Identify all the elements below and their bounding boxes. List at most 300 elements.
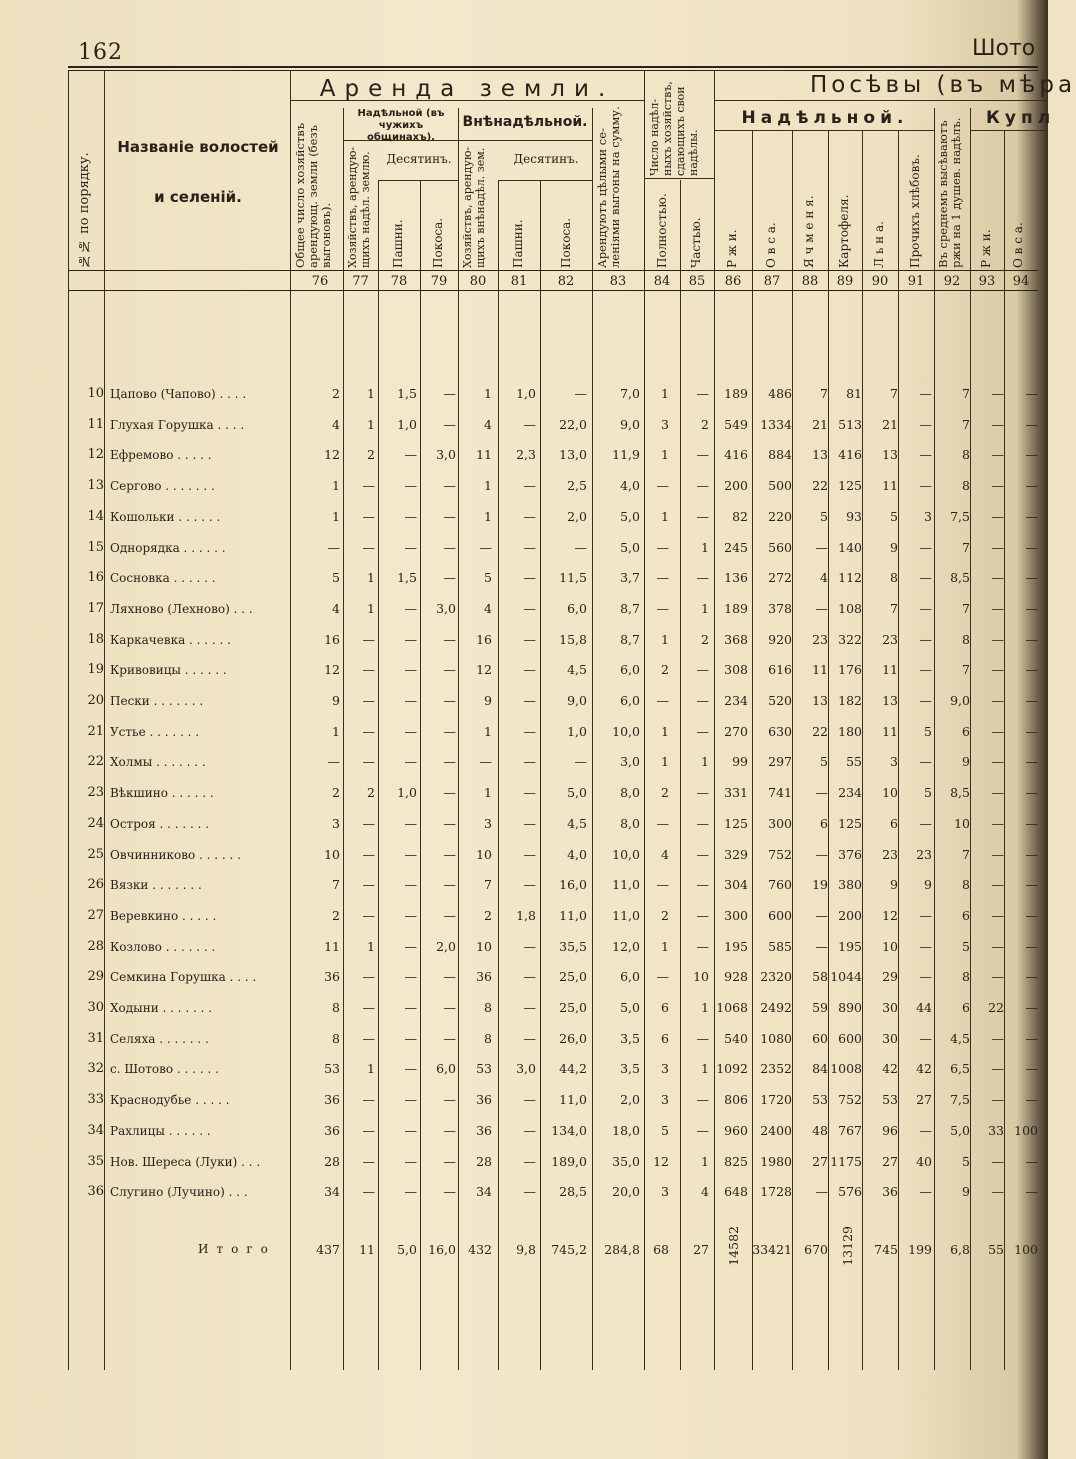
cell-col-85: 1 bbox=[701, 600, 709, 616]
total-col-80: 432 bbox=[468, 1242, 492, 1257]
cell-col-92: 9 bbox=[962, 754, 970, 770]
cell-col-80: 5 bbox=[484, 570, 492, 586]
row-number: 17 bbox=[87, 600, 104, 616]
cell-col-80: 34 bbox=[476, 1184, 492, 1200]
cell-col-93: — bbox=[991, 938, 1004, 954]
cell-col-91: 44 bbox=[916, 1000, 932, 1015]
cell-col-80: 7 bbox=[484, 877, 492, 893]
total-col-78: 5,0 bbox=[397, 1242, 417, 1257]
cell-col-77: — bbox=[362, 1184, 375, 1200]
cell-col-89: 416 bbox=[838, 447, 862, 463]
cell-col-94: — bbox=[1025, 938, 1038, 954]
cell-col-79: — bbox=[443, 907, 456, 923]
cell-col-89: 380 bbox=[838, 877, 862, 893]
cell-col-83: 11,0 bbox=[612, 877, 640, 893]
cell-col-88: 13 bbox=[812, 693, 828, 708]
cell-col-85: — bbox=[696, 723, 709, 739]
cell-col-76: 12 bbox=[324, 662, 340, 678]
cell-col-86: 234 bbox=[724, 693, 748, 708]
cell-col-79: 6,0 bbox=[436, 1061, 456, 1077]
cell-col-83: 3,5 bbox=[620, 1030, 640, 1046]
row-number: 14 bbox=[87, 508, 104, 524]
cell-col-93: — bbox=[991, 600, 1004, 616]
cell-col-85: 1 bbox=[701, 754, 709, 770]
cell-col-92: 9,0 bbox=[950, 693, 970, 708]
cell-col-93: — bbox=[991, 693, 1004, 708]
cell-col-93: — bbox=[991, 539, 1004, 555]
cell-col-87: 2492 bbox=[760, 1000, 792, 1015]
col-94-header: О в с а. bbox=[1011, 222, 1025, 268]
cell-col-80: — bbox=[479, 754, 492, 770]
cell-col-92: 10 bbox=[954, 815, 970, 831]
cell-col-76: 28 bbox=[324, 1153, 340, 1169]
cell-col-82: 4,5 bbox=[567, 662, 587, 678]
cell-col-85: — bbox=[696, 447, 709, 463]
cell-col-84: 3 bbox=[661, 1184, 669, 1200]
row-number: 16 bbox=[87, 570, 104, 586]
cell-col-87: 2352 bbox=[760, 1061, 792, 1077]
cell-col-87: 1080 bbox=[760, 1030, 792, 1046]
cell-col-82: 44,2 bbox=[559, 1061, 587, 1077]
cell-col-94: — bbox=[1025, 1000, 1038, 1015]
table-row bbox=[68, 1086, 1038, 1116]
cell-col-81: — bbox=[523, 938, 536, 954]
cell-col-91: — bbox=[919, 416, 932, 432]
row-number: 23 bbox=[87, 785, 104, 801]
cell-col-89: 513 bbox=[838, 416, 862, 432]
cell-col-87: 297 bbox=[768, 754, 792, 770]
total-col-76: 437 bbox=[316, 1242, 340, 1257]
cell-col-76: 34 bbox=[324, 1184, 340, 1200]
cell-col-85: 2 bbox=[701, 631, 709, 647]
cell-col-91: — bbox=[919, 386, 932, 401]
settlement-name: Рахлицы . . . . . . bbox=[110, 1123, 211, 1138]
cell-col-87: 884 bbox=[768, 447, 792, 463]
row-number: 10 bbox=[87, 386, 104, 401]
cell-col-91: 3 bbox=[924, 508, 932, 524]
col-77-header: Хозяйствъ, арендую- щихъ надѣл. землю. bbox=[346, 146, 372, 268]
cell-col-77: — bbox=[362, 907, 375, 923]
row-number: 30 bbox=[87, 1000, 104, 1015]
table-row bbox=[68, 871, 1038, 901]
cell-col-80: 36 bbox=[476, 1122, 492, 1138]
settlement-name: Ефремово . . . . . bbox=[110, 448, 212, 463]
cell-col-94: — bbox=[1025, 877, 1038, 893]
cell-col-77: — bbox=[362, 1153, 375, 1169]
col-78-header: Пашни. bbox=[391, 219, 405, 268]
total-col-94: 100 bbox=[1014, 1242, 1038, 1257]
column-number: 78 bbox=[390, 274, 408, 289]
cell-col-86: 549 bbox=[724, 416, 748, 432]
cell-col-84: 6 bbox=[661, 1000, 669, 1015]
cell-col-82: 28,5 bbox=[559, 1184, 587, 1200]
cell-col-77: — bbox=[362, 508, 375, 524]
cell-col-88: — bbox=[815, 938, 828, 954]
settlement-name: Козлово . . . . . . . bbox=[110, 939, 216, 954]
total-col-92: 6,8 bbox=[950, 1242, 970, 1257]
column-number: 83 bbox=[609, 274, 627, 289]
settlement-name: Овчинниково . . . . . . bbox=[110, 847, 241, 862]
col-93-header: Р ж и. bbox=[979, 229, 993, 268]
cell-col-77: 1 bbox=[367, 570, 375, 586]
cell-col-82: 4,5 bbox=[567, 815, 587, 831]
col-84-85-group-header: Число надѣл- ныхъ хозяйствъ, сдающихъ свои надѣлы. bbox=[648, 81, 700, 176]
table-row bbox=[68, 564, 1038, 594]
cell-col-93: — bbox=[991, 815, 1004, 831]
row-number: 28 bbox=[87, 938, 104, 954]
cell-col-79: — bbox=[443, 416, 456, 432]
cell-col-76: 1 bbox=[332, 478, 340, 494]
cell-col-88: 22 bbox=[812, 478, 828, 494]
cell-col-91: — bbox=[919, 1184, 932, 1200]
cell-col-90: 9 bbox=[890, 877, 898, 893]
row-number: 12 bbox=[87, 447, 104, 463]
cell-col-78: 1,0 bbox=[397, 785, 417, 801]
cell-col-90: 27 bbox=[882, 1153, 898, 1169]
cell-col-85: — bbox=[696, 693, 709, 708]
cell-col-89: 1008 bbox=[830, 1061, 862, 1077]
cell-col-78: — bbox=[404, 447, 417, 463]
cell-col-78: — bbox=[404, 662, 417, 678]
col-76-header: Общее число хозяйствъ арендующ. земли (безъ выгоновъ). bbox=[293, 122, 333, 268]
cell-col-85: 1 bbox=[701, 539, 709, 555]
cell-col-87: 752 bbox=[768, 846, 792, 862]
cell-col-91: — bbox=[919, 447, 932, 463]
cell-col-82: 35,5 bbox=[559, 938, 587, 954]
cell-col-76: 36 bbox=[324, 969, 340, 985]
table-row bbox=[68, 411, 1038, 441]
cell-col-85: — bbox=[696, 478, 709, 494]
cell-col-91: — bbox=[919, 662, 932, 678]
cell-col-83: 20,0 bbox=[612, 1184, 640, 1200]
cell-col-87: 378 bbox=[768, 600, 792, 616]
cell-col-92: 9 bbox=[962, 1184, 970, 1200]
cell-col-77: — bbox=[362, 478, 375, 494]
cell-col-76: 12 bbox=[324, 447, 340, 463]
cell-col-90: 7 bbox=[890, 600, 898, 616]
cell-col-80: 1 bbox=[484, 478, 492, 494]
names-header-line2: и селеній. bbox=[154, 188, 242, 206]
cell-col-82: 15,8 bbox=[559, 631, 587, 647]
cell-col-78: — bbox=[404, 938, 417, 954]
cell-col-89: 195 bbox=[838, 938, 862, 954]
settlement-name: Нов. Шереса (Луки) . . . bbox=[110, 1154, 261, 1169]
cell-col-89: 234 bbox=[838, 785, 862, 801]
cell-col-92: 8 bbox=[962, 877, 970, 893]
cell-col-90: 7 bbox=[890, 386, 898, 401]
cell-col-76: 4 bbox=[332, 416, 340, 432]
cell-col-78: — bbox=[404, 969, 417, 985]
cell-col-93: — bbox=[991, 1030, 1004, 1046]
settlement-name: Цапово (Чапово) . . . . bbox=[110, 387, 247, 401]
cell-col-93: — bbox=[991, 907, 1004, 923]
cell-col-86: 308 bbox=[724, 662, 748, 678]
cell-col-90: 8 bbox=[890, 570, 898, 586]
cell-col-77: — bbox=[362, 969, 375, 985]
cell-col-76: 1 bbox=[332, 723, 340, 739]
cell-col-93: — bbox=[991, 785, 1004, 801]
cell-col-91: 42 bbox=[916, 1061, 932, 1077]
cell-col-83: 11,9 bbox=[612, 447, 640, 463]
cell-col-87: 520 bbox=[768, 693, 792, 708]
cell-col-78: — bbox=[404, 1061, 417, 1077]
nadelnoy-chuzh-header: Надѣльной (въ чужихъ общинахъ). bbox=[357, 108, 445, 143]
cell-col-84: 2 bbox=[661, 785, 669, 801]
settlement-name: Селяха . . . . . . . bbox=[110, 1031, 209, 1046]
settlement-name: Вязки . . . . . . . bbox=[110, 878, 202, 893]
cell-col-83: 8,7 bbox=[620, 631, 640, 647]
cell-col-79: — bbox=[443, 662, 456, 678]
cell-col-94: — bbox=[1025, 600, 1038, 616]
cell-col-83: 5,0 bbox=[620, 1000, 640, 1015]
cell-col-83: 4,0 bbox=[620, 478, 640, 494]
row-number: 27 bbox=[87, 907, 104, 923]
cell-col-76: — bbox=[327, 539, 340, 555]
cell-col-81: — bbox=[523, 723, 536, 739]
row-number: 13 bbox=[87, 478, 104, 494]
kupl-header: Купл bbox=[986, 108, 1056, 128]
row-number: 21 bbox=[87, 723, 104, 739]
cell-col-93: — bbox=[991, 570, 1004, 586]
total-col-84: 68 bbox=[653, 1242, 669, 1257]
settlement-name: Однорядка . . . . . . bbox=[110, 540, 226, 555]
cell-col-93: — bbox=[991, 1061, 1004, 1077]
cell-col-89: 112 bbox=[838, 570, 862, 586]
total-col-91: 199 bbox=[908, 1242, 932, 1257]
cell-col-86: 540 bbox=[724, 1030, 748, 1046]
cell-col-92: 7,5 bbox=[950, 1092, 970, 1108]
cell-col-82: 1,0 bbox=[567, 723, 587, 739]
cell-col-77: — bbox=[362, 1030, 375, 1046]
cell-col-83: 8,7 bbox=[620, 600, 640, 616]
cell-col-79: — bbox=[443, 1030, 456, 1046]
cell-col-93: — bbox=[991, 631, 1004, 647]
cell-col-81: — bbox=[523, 1092, 536, 1108]
cell-col-81: — bbox=[523, 693, 536, 708]
column-number: 77 bbox=[352, 274, 369, 289]
cell-col-93: — bbox=[991, 662, 1004, 678]
cell-col-87: 600 bbox=[768, 907, 792, 923]
column-number-rule bbox=[68, 290, 1038, 291]
cell-col-80: 11 bbox=[476, 447, 492, 463]
cell-col-88: — bbox=[815, 1184, 828, 1200]
cell-col-84: 12 bbox=[653, 1153, 669, 1169]
cell-col-80: 1 bbox=[484, 508, 492, 524]
nadelnoy-header: Надѣльной. bbox=[741, 108, 909, 128]
cell-col-78: — bbox=[404, 815, 417, 831]
cell-col-94: — bbox=[1025, 386, 1038, 401]
cell-col-88: 5 bbox=[820, 508, 828, 524]
cell-col-78: — bbox=[404, 1000, 417, 1015]
total-col-77: 11 bbox=[359, 1242, 375, 1257]
cell-col-85: — bbox=[696, 877, 709, 893]
cell-col-91: 5 bbox=[924, 785, 932, 801]
cell-col-80: 10 bbox=[476, 846, 492, 862]
cell-col-80: 12 bbox=[476, 662, 492, 678]
cell-col-94: — bbox=[1025, 907, 1038, 923]
settlement-name: Вѣкшино . . . . . . bbox=[110, 786, 214, 801]
cell-col-93: 33 bbox=[988, 1122, 1004, 1138]
settlement-name: Семкина Горушка . . . . bbox=[110, 970, 257, 985]
cell-col-83: 7,0 bbox=[620, 386, 640, 401]
cell-col-78: 1,5 bbox=[397, 386, 417, 401]
cell-col-78: — bbox=[404, 478, 417, 494]
cell-col-83: 8,0 bbox=[620, 815, 640, 831]
total-col-89: 13129 bbox=[840, 1226, 855, 1266]
cell-col-90: 29 bbox=[882, 969, 898, 985]
column-number: 91 bbox=[907, 274, 925, 289]
cell-col-82: 11,0 bbox=[559, 907, 587, 923]
cell-col-89: 125 bbox=[838, 478, 862, 494]
cell-col-82: 25,0 bbox=[559, 1000, 587, 1015]
cell-col-94: — bbox=[1025, 723, 1038, 739]
cell-col-82: 189,0 bbox=[551, 1153, 587, 1169]
cell-col-85: — bbox=[696, 785, 709, 801]
column-number: 85 bbox=[688, 274, 706, 289]
row-number: 34 bbox=[87, 1122, 104, 1138]
col-84-header: Полностью. bbox=[655, 193, 669, 268]
cell-col-81: — bbox=[523, 815, 536, 831]
cell-col-90: 30 bbox=[882, 1030, 898, 1046]
cell-col-94: — bbox=[1025, 693, 1038, 708]
cell-col-92: 6 bbox=[962, 907, 970, 923]
cell-col-80: 10 bbox=[476, 938, 492, 954]
row-number: 11 bbox=[87, 416, 104, 432]
cell-col-81: 2,3 bbox=[516, 447, 536, 463]
arenda-group-header: Аренда земли. bbox=[319, 76, 615, 102]
cell-col-82: 22,0 bbox=[559, 416, 587, 432]
cell-col-88: 84 bbox=[812, 1061, 828, 1077]
cell-col-94: — bbox=[1025, 478, 1038, 494]
cell-col-85: — bbox=[696, 1092, 709, 1108]
settlement-name: Веревкино . . . . . bbox=[110, 908, 217, 923]
cell-col-87: 585 bbox=[768, 938, 792, 954]
cell-col-78: — bbox=[404, 631, 417, 647]
cell-col-90: 30 bbox=[882, 1000, 898, 1015]
column-number: 84 bbox=[653, 274, 671, 289]
row-number: 32 bbox=[87, 1061, 104, 1077]
cell-col-88: 5 bbox=[820, 754, 828, 770]
table-row bbox=[68, 441, 1038, 471]
row-number: 33 bbox=[87, 1092, 104, 1108]
cell-col-91: — bbox=[919, 754, 932, 770]
cell-col-77: — bbox=[362, 723, 375, 739]
desyatin-header-a: Десятинъ. bbox=[386, 152, 452, 166]
cell-col-82: 11,0 bbox=[559, 1092, 587, 1108]
total-col-81: 9,8 bbox=[516, 1242, 536, 1257]
cell-col-84: 3 bbox=[661, 1092, 669, 1108]
cell-col-91: — bbox=[919, 570, 932, 586]
row-number: 20 bbox=[87, 693, 104, 708]
total-row bbox=[68, 1226, 1038, 1266]
cell-col-91: 40 bbox=[916, 1153, 932, 1169]
cell-col-88: 19 bbox=[812, 877, 828, 893]
cell-col-86: 1092 bbox=[716, 1061, 748, 1077]
cell-col-94: — bbox=[1025, 785, 1038, 801]
cell-col-84: 3 bbox=[661, 1061, 669, 1077]
cell-col-79: — bbox=[443, 969, 456, 985]
cell-col-80: 16 bbox=[476, 631, 492, 647]
cell-col-80: 3 bbox=[484, 815, 492, 831]
row-number: 24 bbox=[87, 815, 104, 831]
cell-col-85: 4 bbox=[701, 1184, 709, 1200]
cell-col-92: 8 bbox=[962, 631, 970, 647]
cell-col-84: — bbox=[656, 693, 669, 708]
cell-col-84: — bbox=[656, 570, 669, 586]
cell-col-85: — bbox=[696, 1030, 709, 1046]
cell-col-82: 5,0 bbox=[567, 785, 587, 801]
cell-col-87: 500 bbox=[768, 478, 792, 494]
cell-col-88: 13 bbox=[812, 447, 828, 463]
cell-col-76: 2 bbox=[332, 907, 340, 923]
cell-col-84: 1 bbox=[661, 386, 669, 401]
cell-col-83: 3,0 bbox=[620, 754, 640, 770]
cell-col-90: 53 bbox=[882, 1092, 898, 1108]
col-89-header: Картофеля. bbox=[837, 194, 851, 268]
cell-col-77: — bbox=[362, 1092, 375, 1108]
cell-col-83: 35,0 bbox=[612, 1153, 640, 1169]
cell-col-86: 82 bbox=[732, 508, 748, 524]
row-number: 31 bbox=[87, 1030, 104, 1046]
top-rule bbox=[68, 66, 1038, 68]
cell-col-83: 18,0 bbox=[612, 1122, 640, 1138]
cell-col-78: — bbox=[404, 539, 417, 555]
cell-col-86: 270 bbox=[724, 723, 748, 739]
cell-col-94: — bbox=[1025, 570, 1038, 586]
cell-col-81: — bbox=[523, 631, 536, 647]
cell-col-90: 21 bbox=[882, 416, 898, 432]
cell-col-91: — bbox=[919, 907, 932, 923]
cell-col-77: — bbox=[362, 693, 375, 708]
cell-col-78: — bbox=[404, 693, 417, 708]
cell-col-94: — bbox=[1025, 662, 1038, 678]
cell-col-82: — bbox=[574, 754, 587, 770]
cell-col-82: 6,0 bbox=[567, 600, 587, 616]
cell-col-86: 1068 bbox=[716, 1000, 748, 1015]
row-number: 18 bbox=[87, 631, 104, 647]
table-row bbox=[68, 626, 1038, 656]
cell-col-92: 7 bbox=[962, 600, 970, 616]
cell-col-81: — bbox=[523, 1153, 536, 1169]
cell-col-84: — bbox=[656, 600, 669, 616]
cell-col-88: — bbox=[815, 785, 828, 801]
cell-col-89: 576 bbox=[838, 1184, 862, 1200]
cell-col-82: 2,0 bbox=[567, 508, 587, 524]
cell-col-82: 13,0 bbox=[559, 447, 587, 463]
cell-col-89: 180 bbox=[838, 723, 862, 739]
cell-col-84: — bbox=[656, 815, 669, 831]
total-col-86: 14582 bbox=[726, 1226, 741, 1266]
settlement-name: Сергово . . . . . . . bbox=[110, 479, 215, 494]
column-number: 94 bbox=[1012, 274, 1030, 289]
cell-col-76: 53 bbox=[324, 1061, 340, 1077]
cell-col-79: — bbox=[443, 1184, 456, 1200]
total-col-83: 284,8 bbox=[604, 1242, 640, 1257]
cell-col-90: 13 bbox=[882, 693, 898, 708]
cell-col-81: — bbox=[523, 785, 536, 801]
cell-col-90: 6 bbox=[890, 815, 898, 831]
cell-col-76: 7 bbox=[332, 877, 340, 893]
cell-col-83: 6,0 bbox=[620, 693, 640, 708]
cell-col-84: — bbox=[656, 539, 669, 555]
names-header-line1: Названіе волостей bbox=[117, 138, 279, 156]
cell-col-79: — bbox=[443, 1000, 456, 1015]
cell-col-92: 7 bbox=[962, 539, 970, 555]
cell-col-92: 8 bbox=[962, 969, 970, 985]
cell-col-84: 1 bbox=[661, 508, 669, 524]
total-col-82: 745,2 bbox=[551, 1242, 587, 1257]
cell-col-81: — bbox=[523, 877, 536, 893]
